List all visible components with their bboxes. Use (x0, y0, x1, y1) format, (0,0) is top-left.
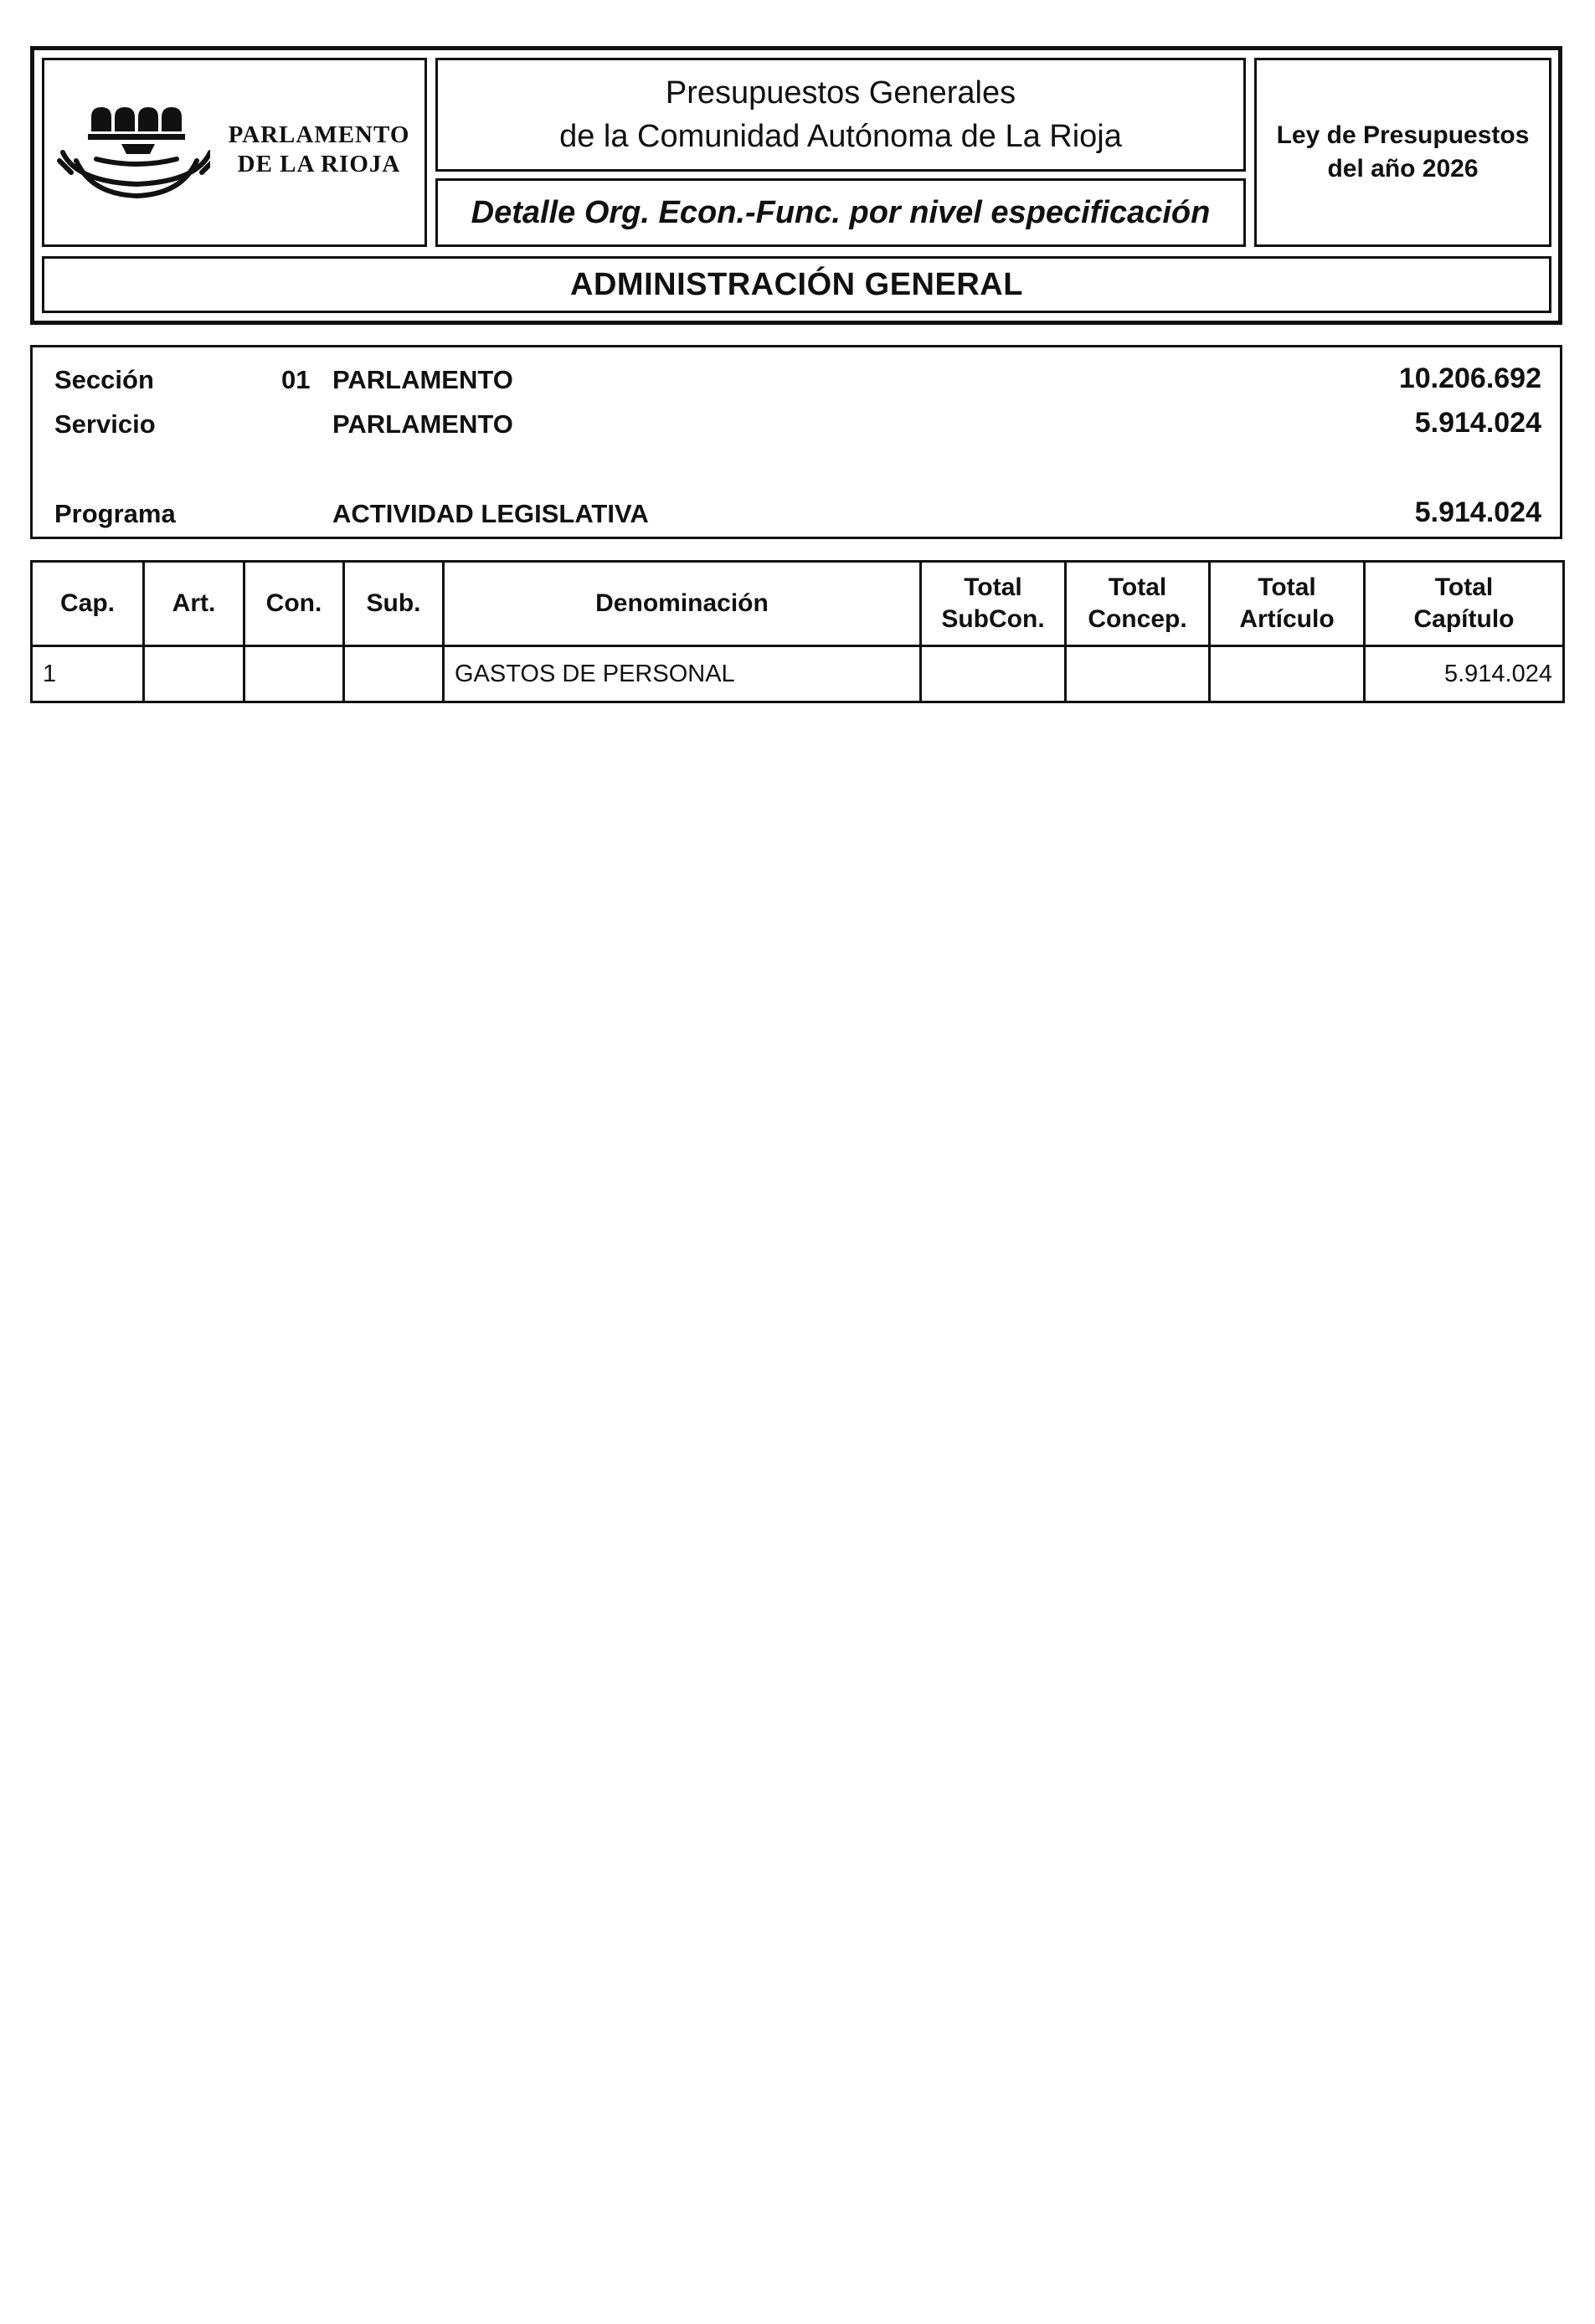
logo-text (214, 121, 424, 179)
ley-box (1254, 58, 1551, 247)
col-header-total-capitulo-line1: Total (1434, 573, 1494, 601)
servicio-amount: 5.914.024 (1414, 407, 1541, 439)
col-header-total-subcon (921, 562, 1066, 646)
seccion-code: 01 (281, 365, 311, 394)
table-row (32, 646, 1564, 702)
col-header-sub: Sub. (344, 562, 444, 646)
cell-sub (344, 646, 444, 702)
logo-text-line2: DE LA RIOJA (237, 151, 401, 177)
programa-amount: 5.914.024 (1414, 496, 1541, 528)
seccion-name: PARLAMENTO (332, 365, 513, 394)
col-header-art: Art. (144, 562, 244, 646)
col-header-total-capitulo (1365, 562, 1564, 646)
cell-cap: 1 (32, 646, 144, 702)
cell-total-capitulo: 5.914.024 (1365, 646, 1564, 702)
servicio-name: PARLAMENTO (332, 409, 513, 439)
cell-total-concep (1066, 646, 1210, 702)
parliament-logo-icon (51, 102, 210, 203)
col-header-con: Con. (244, 562, 344, 646)
section-info-box (30, 345, 1562, 539)
admin-title: ADMINISTRACIÓN GENERAL (570, 266, 1023, 302)
cell-denominacion: GASTOS DE PERSONAL (444, 646, 921, 702)
document-title-line2: de la Comunidad Autónoma de La Rioja (559, 119, 1122, 154)
title-box (435, 58, 1246, 172)
logo-box (42, 58, 427, 247)
subtitle-box (435, 178, 1246, 247)
servicio-label: Servicio (54, 409, 156, 439)
col-header-total-concep-line2: Concep. (1088, 605, 1187, 633)
budget-table (30, 560, 1565, 703)
cell-art (144, 646, 244, 702)
seccion-label: Sección (54, 365, 154, 394)
document-subtitle: Detalle Org. Econ.-Func. por nivel especificación (471, 194, 1211, 230)
col-header-total-concep-line1: Total (1108, 573, 1167, 601)
col-header-total-concep (1066, 562, 1210, 646)
cell-total-subcon (921, 646, 1066, 702)
document-title-line1: Presupuestos Generales (665, 75, 1016, 111)
cell-total-articulo (1210, 646, 1365, 702)
col-header-cap: Cap. (32, 562, 144, 646)
col-header-total-articulo-line1: Total (1258, 573, 1316, 601)
cell-con (244, 646, 344, 702)
col-header-total-subcon-line1: Total (964, 573, 1022, 601)
col-header-total-subcon-line2: SubCon. (941, 605, 1045, 633)
col-header-total-articulo (1210, 562, 1365, 646)
ley-line2: del año 2026 (1327, 155, 1479, 183)
table-header-row (32, 562, 1564, 646)
logo-text-line1: PARLAMENTO (228, 121, 410, 148)
seccion-amount: 10.206.692 (1398, 362, 1541, 394)
col-header-denominacion: Denominación (444, 562, 921, 646)
programa-label: Programa (54, 499, 176, 528)
programa-name: ACTIVIDAD LEGISLATIVA (332, 499, 649, 528)
col-header-total-articulo-line2: Artículo (1239, 605, 1335, 633)
admin-box (42, 256, 1551, 313)
col-header-total-capitulo-line2: Capítulo (1413, 605, 1515, 633)
ley-line1: Ley de Presupuestos (1276, 121, 1530, 149)
